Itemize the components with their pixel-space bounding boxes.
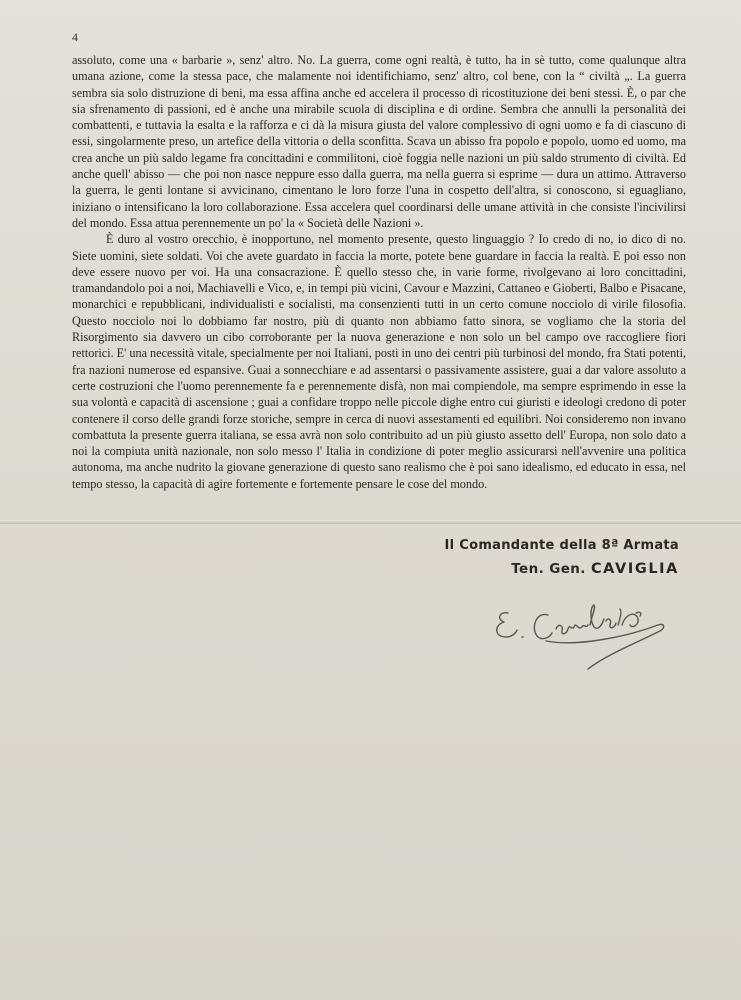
handwritten-signature xyxy=(486,585,681,680)
commander-name xyxy=(445,561,679,577)
page-number: 4 xyxy=(72,30,78,44)
paragraph: È duro al vostro orecchio, è inopportuno, nel momento presente, questo linguaggio ? Io credo di no, io dico di no. Siete uomini, siete soldati. Voi che avete guardato in faccia la morte, potete bene guardare in faccia la realtà. E poi esso non deve essere nuovo per voi. Ha una consacrazione. È quello stesso che, in varie forme, rivolgevano ai loro concittadini, tramandandolo poi a noi, Machiavelli e Vico, e, in tempi più vicini, Cavour e Mazzini, Cattaneo e Gioberti, Balbo e Pisacane, monarchici e repubblicani, individualisti e socialisti, ma consenzienti tutti in un certo comune nocciolo di virile filosofia. Questo nocciolo noi lo dobbiamo far nostro, più di quanto non abbiamo fatto sinora, se vogliamo che la storia del Risorgimento sia davvero un cibo corroborante per la nuova generazione e non solo un bel campo ove raccogliere fiori rettorici. E' una necessità vitale, specialmente per noi Italiani, posti in uno dei centri più turbinosi del mondo, fra Stati potenti, fra nazioni numerose ed espansive. Guai a sonnecchiare e ad assentarsi o passivamente assistere, guai a dar valore assoluto a certe costruzioni che l'uomo perennemente fa e perennemente disfà, non mai compiendole, ma sempre esprimendo in esse la sua volontà e capacità di ascensione ; guai a confidare troppo nelle piccole dighe entro cui giuristi e ideologi credono di poter contenere il corso delle grandi forze storiche, sempre in cerca di nuovi assestamenti ed equilibri. Noi consideremo non invano combattuta la presente guerra italiana, se essa avrà non solo contribuito ad un più giusto assetto dell' Europa, non solo dato a noi la compiuta unità nazionale, non solo messo l' Italia in condizione di poter meglio assicurarsi nell'avvenire una politica autonoma, ma anche nudrito la giovane generazione di questo sano realismo che è poi sano idealismo, ed educato in essa, nel tempo stesso, la capacità di agire fortemente e fortemente pensare le cose del mondo. xyxy=(72,232,686,491)
commander-title: Il Comandante della 8ª Armata xyxy=(444,538,679,553)
paragraph: assoluto, come una « barbarie », senz' altro. No. La guerra, come ogni realtà, è tutto, ha in sè tutto, come qualunque altra umana azione, come la stessa pace, che malamente noi identifichiamo, senz' altro, col bene, con la “ civiltà „. La guerra sembra sia solo distruzione di beni, ma essa affina anche ed accelera il processo di ricostituzione dei beni stessi. È, o par che sia sfrenamento di passioni, ed è anche una mirabile scuola di disciplina e di ordine. Sembra che annulli la personalità dei combattenti, e tuttavia la esalta e la rafforza e ci dà la misura giusta del valore complessivo di ogni uomo e fa di ciascuno di essi, singolarmente preso, un artefice della vittoria o della sconfitta. Scava un abisso fra popolo e popolo, uomo ed uomo, ma crea anche un più saldo legame fra concittadini e commilitoni, cioè foggia nelle nazioni un più saldo strumento di civiltà. Ed anche quell' abisso — che poi non nasce neppure esso dalla guerra, ma nella guerra si esprime — dura un attimo. Attraverso la guerra, le genti lontane si avvicinano, cimentano le loro forze l'una in cospetto dell'altra, si conoscono, si eguagliano, iniziano o intensificano la loro collaborazione. Essa accelera quel coordinarsi delle umane attività in che consiste l'incivilirsi del mondo. Essa attua perennemente un po' la « Società delle Nazioni ». xyxy=(72,53,686,230)
signature-block xyxy=(445,538,679,577)
body-text xyxy=(72,52,686,492)
rank-label: Ten. Gen. xyxy=(511,561,586,577)
paper-fold-line xyxy=(0,520,741,524)
surname-label: CAVIGLIA xyxy=(590,561,679,577)
